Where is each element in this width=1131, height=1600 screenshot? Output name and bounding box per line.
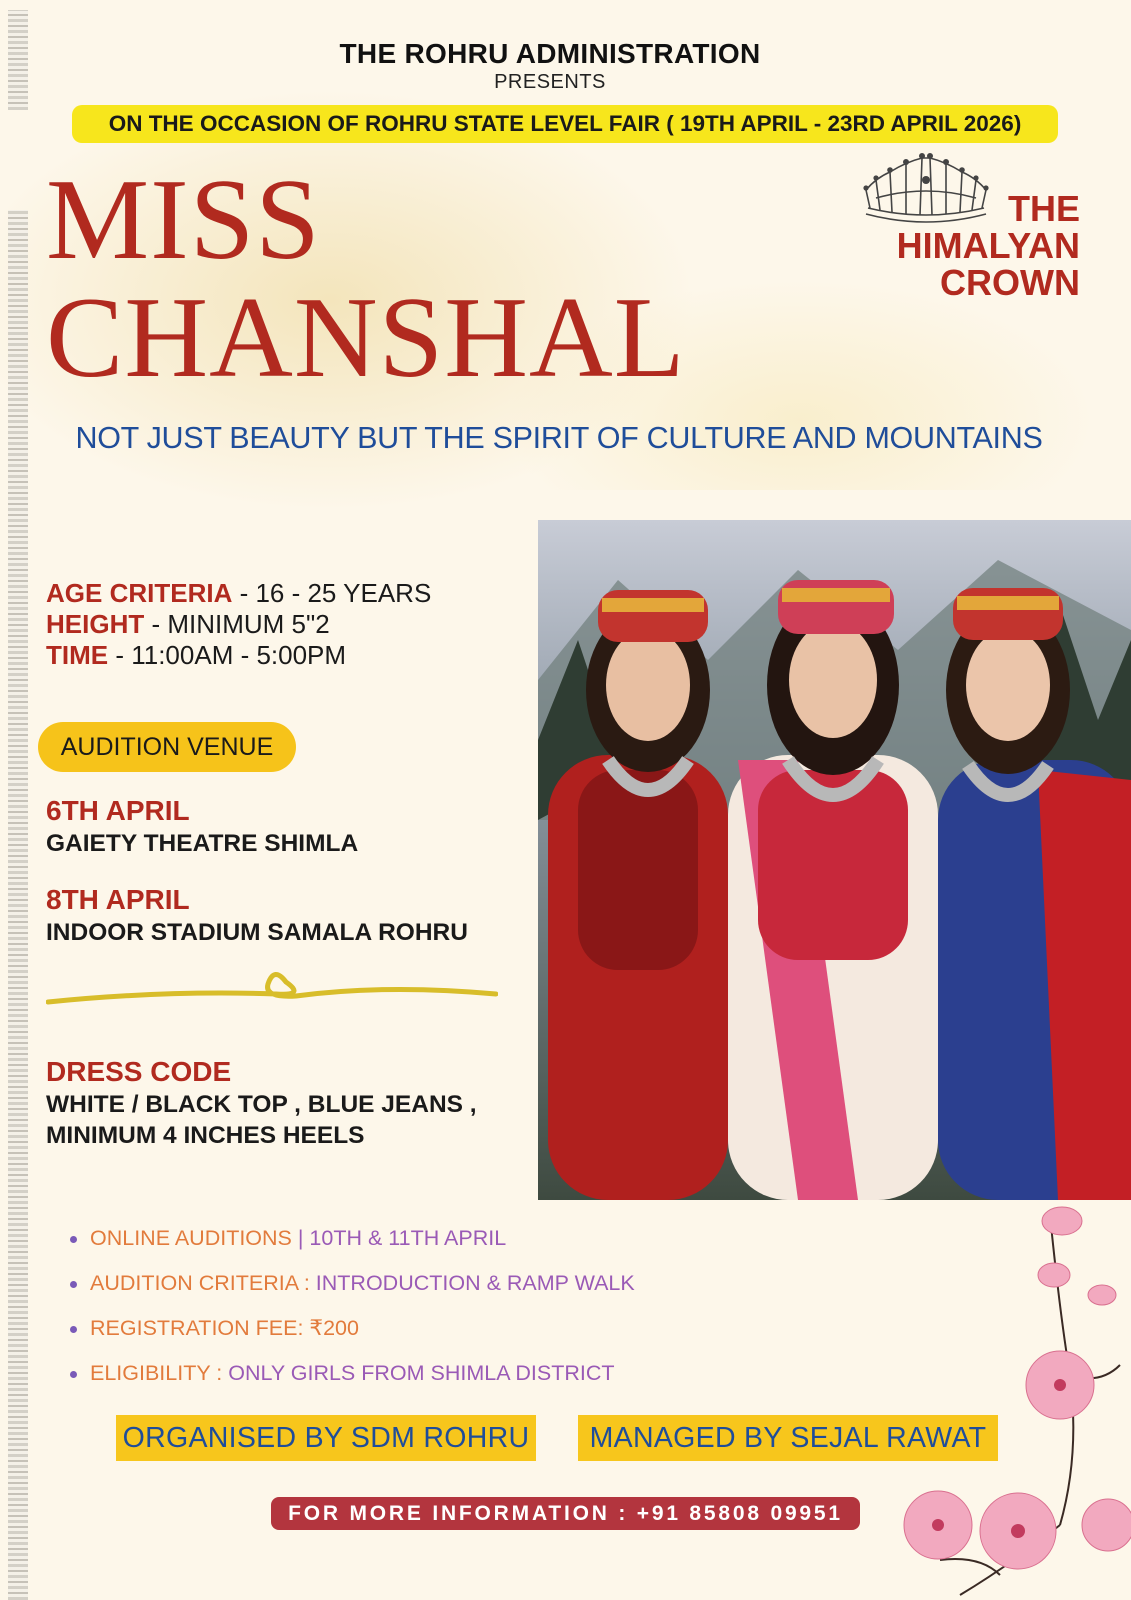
crown-badge-title	[897, 190, 1080, 301]
decorative-border	[8, 210, 28, 1600]
criteria-label: TIME	[46, 640, 109, 670]
info-value: ONLY GIRLS FROM SHIMLA DISTRICT	[228, 1361, 615, 1385]
title-line-1: MISS	[46, 156, 321, 284]
info-value: INTRODUCTION & RAMP WALK	[315, 1271, 635, 1295]
cherry-blossom-illustration	[840, 1195, 1131, 1600]
dress-code-text	[46, 1089, 477, 1151]
info-label: REGISTRATION FEE: ₹200	[90, 1316, 359, 1340]
organizer-heading: THE ROHRU ADMINISTRATION	[339, 38, 761, 69]
criteria-list	[46, 578, 431, 671]
criteria-height	[46, 609, 431, 640]
venue-date-1: 6TH APRIL	[46, 795, 190, 826]
criteria-value: - MINIMUM 5"2	[144, 609, 330, 639]
info-label: AUDITION CRITERIA :	[90, 1271, 316, 1295]
organised-by-label: ORGANISED BY SDM ROHRU	[116, 1415, 536, 1461]
list-item	[68, 1261, 635, 1306]
venue-place-1: GAIETY THEATRE SHIMLA	[46, 830, 359, 857]
list-item	[68, 1216, 635, 1261]
venue-date-2: 8TH APRIL	[46, 884, 190, 915]
criteria-age	[46, 578, 431, 609]
criteria-label: HEIGHT	[46, 609, 145, 639]
info-value: | 10TH & 11TH APRIL	[297, 1226, 507, 1250]
audition-venue-heading: AUDITION VENUE	[38, 722, 296, 772]
criteria-time	[46, 640, 431, 671]
list-item	[68, 1351, 635, 1396]
dress-code-heading: DRESS CODE	[46, 1056, 232, 1087]
contact-banner: FOR MORE INFORMATION : +91 85808 09951	[271, 1497, 860, 1530]
contestants-photo	[538, 520, 1131, 1200]
crown-badge-line-1: THE	[1008, 188, 1080, 229]
title-line-2: CHANSHAL	[46, 274, 686, 402]
info-label: ELIGIBILITY :	[90, 1361, 229, 1385]
venue-place-2: INDOOR STADIUM SAMALA ROHRU	[46, 919, 468, 946]
occasion-banner: ON THE OCCASION OF ROHRU STATE LEVEL FAIR ( 19TH APRIL - 23RD APRIL 2026)	[72, 105, 1058, 143]
crown-badge-line-2: HIMALYAN	[896, 225, 1080, 266]
managed-by-label: MANAGED BY SEJAL RAWAT	[578, 1415, 998, 1461]
criteria-label: AGE CRITERIA	[46, 578, 233, 608]
dress-code-line-2: MINIMUM 4 INCHES HEELS	[46, 1122, 365, 1149]
decorative-squiggle	[46, 962, 498, 1012]
criteria-value: - 16 - 25 YEARS	[232, 578, 432, 608]
info-label: ONLINE AUDITIONS	[90, 1226, 298, 1250]
tagline: NOT JUST BEAUTY BUT THE SPIRIT OF CULTURE AND MOUNTAINS	[75, 421, 1043, 455]
criteria-value: - 11:00AM - 5:00PM	[108, 640, 347, 670]
presents-text: PRESENTS	[494, 71, 606, 93]
crown-badge-line-3: CROWN	[940, 262, 1080, 303]
dress-code-line-1: WHITE / BLACK TOP , BLUE JEANS ,	[46, 1091, 477, 1118]
list-item	[68, 1306, 635, 1351]
info-list	[68, 1216, 635, 1396]
